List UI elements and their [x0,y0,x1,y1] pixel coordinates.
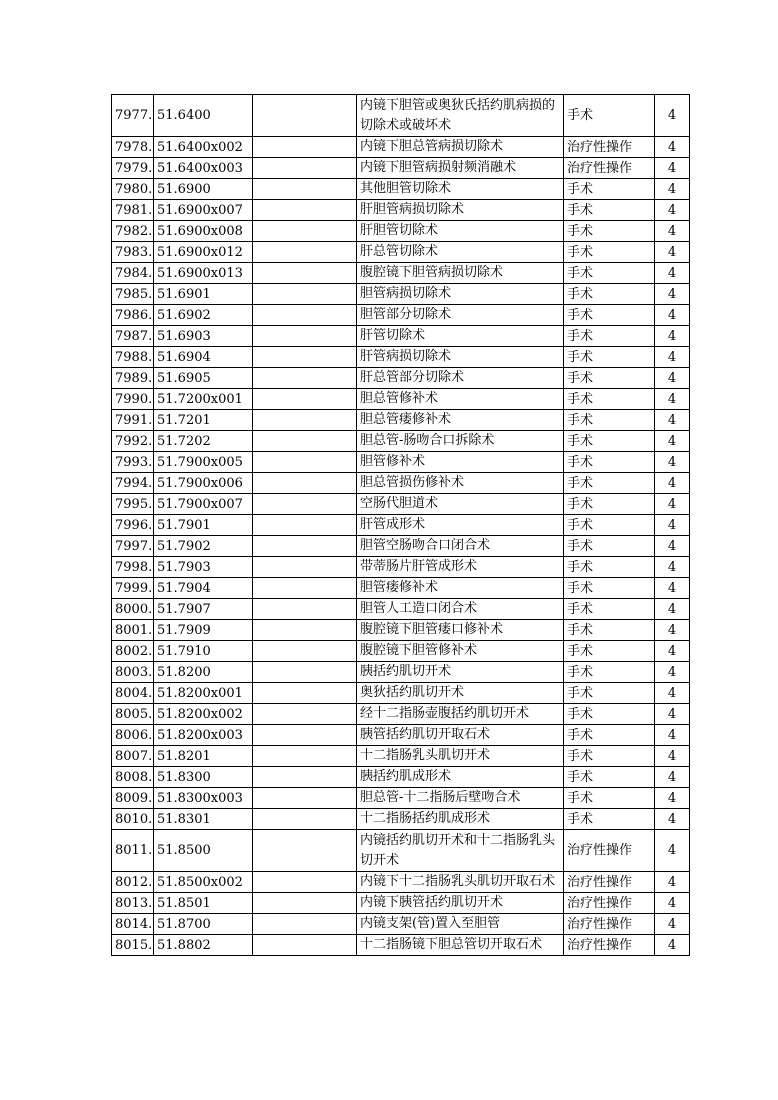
procedure-name: 经十二指肠壶腹括约肌切开术 [357,704,564,725]
row-number: 7990. [112,389,154,410]
procedure-code: 51.8500x002 [154,872,253,893]
procedure-code: 51.8200 [154,662,253,683]
procedure-type: 治疗性操作 [564,935,655,956]
procedure-type: 手术 [564,725,655,746]
procedure-code: 51.6400x003 [154,158,253,179]
table-row [112,410,690,431]
procedure-code: 51.8500 [154,830,253,872]
extra-code [253,347,357,368]
procedure-code: 51.8300 [154,767,253,788]
procedure-level: 4 [655,515,690,536]
procedure-type: 手术 [564,263,655,284]
procedure-code: 51.8201 [154,746,253,767]
procedure-level: 4 [655,578,690,599]
procedure-code: 51.7202 [154,431,253,452]
extra-code [253,200,357,221]
procedure-name: 十二指肠镜下胆总管切开取石术 [357,935,564,956]
procedure-level: 4 [655,872,690,893]
procedure-name: 胆总管瘘修补术 [357,410,564,431]
row-number: 7993. [112,452,154,473]
extra-code [253,746,357,767]
procedure-code: 51.6900x012 [154,242,253,263]
extra-code [253,158,357,179]
table-row [112,620,690,641]
table-row [112,893,690,914]
extra-code [253,557,357,578]
procedure-level: 4 [655,221,690,242]
table-row [112,641,690,662]
procedure-type: 手术 [564,221,655,242]
procedure-code: 51.7900x006 [154,473,253,494]
row-number: 8012. [112,872,154,893]
procedure-name: 十二指肠乳头肌切开术 [357,746,564,767]
procedure-name: 肝总管切除术 [357,242,564,263]
procedure-name: 十二指肠括约肌成形术 [357,809,564,830]
row-number: 7988. [112,347,154,368]
procedure-type: 手术 [564,179,655,200]
row-number: 8009. [112,788,154,809]
table-row [112,746,690,767]
procedure-type: 手术 [564,641,655,662]
row-number: 7987. [112,326,154,347]
row-number: 7982. [112,221,154,242]
procedure-level: 4 [655,95,690,137]
extra-code [253,284,357,305]
extra-code [253,914,357,935]
procedure-name: 内镜下胰管括约肌切开术 [357,893,564,914]
row-number: 7986. [112,305,154,326]
procedure-name: 内镜括约肌切开术和十二指肠乳头切开术 [357,830,564,872]
procedure-code: 51.6900x013 [154,263,253,284]
extra-code [253,683,357,704]
procedure-type: 治疗性操作 [564,158,655,179]
procedure-name: 带蒂肠片肝管成形术 [357,557,564,578]
procedure-code: 51.7200x001 [154,389,253,410]
row-number: 7984. [112,263,154,284]
procedure-level: 4 [655,431,690,452]
procedure-level: 4 [655,767,690,788]
procedure-code: 51.6900x008 [154,221,253,242]
procedure-name: 内镜支架(管)置入至胆管 [357,914,564,935]
procedure-type: 手术 [564,494,655,515]
table-row [112,578,690,599]
table-row [112,515,690,536]
table-row [112,347,690,368]
table-row [112,788,690,809]
procedure-name: 肝管切除术 [357,326,564,347]
procedure-code: 51.8501 [154,893,253,914]
table-row [112,95,690,137]
procedure-level: 4 [655,389,690,410]
row-number: 8013. [112,893,154,914]
extra-code [253,305,357,326]
table-row [112,431,690,452]
extra-code [253,599,357,620]
procedure-code: 51.7902 [154,536,253,557]
procedure-level: 4 [655,284,690,305]
procedure-type: 手术 [564,242,655,263]
procedure-name: 胆管病损切除术 [357,284,564,305]
procedure-name: 胆管瘘修补术 [357,578,564,599]
procedure-type: 手术 [564,389,655,410]
extra-code [253,620,357,641]
procedure-name: 胰管括约肌切开取石术 [357,725,564,746]
procedure-level: 4 [655,893,690,914]
table-row [112,263,690,284]
procedure-code: 51.7900x007 [154,494,253,515]
procedure-level: 4 [655,242,690,263]
procedure-type: 手术 [564,767,655,788]
table-row [112,305,690,326]
table-row [112,200,690,221]
row-number: 8010. [112,809,154,830]
procedure-level: 4 [655,662,690,683]
procedure-type: 手术 [564,452,655,473]
procedure-code: 51.8700 [154,914,253,935]
procedure-level: 4 [655,746,690,767]
procedure-level: 4 [655,641,690,662]
table-row [112,767,690,788]
procedure-name: 胆管部分切除术 [357,305,564,326]
procedure-code: 51.6900x007 [154,200,253,221]
table-row [112,683,690,704]
row-number: 8000. [112,599,154,620]
procedure-code: 51.8200x003 [154,725,253,746]
table-row [112,536,690,557]
row-number: 8008. [112,767,154,788]
procedure-type: 治疗性操作 [564,137,655,158]
extra-code [253,788,357,809]
procedure-level: 4 [655,347,690,368]
procedure-level: 4 [655,326,690,347]
procedure-type: 手术 [564,662,655,683]
extra-code [253,137,357,158]
extra-code [253,578,357,599]
procedure-level: 4 [655,830,690,872]
procedure-type: 手术 [564,788,655,809]
procedure-name: 肝管成形术 [357,515,564,536]
extra-code [253,326,357,347]
extra-code [253,830,357,872]
row-number: 7985. [112,284,154,305]
procedure-level: 4 [655,935,690,956]
row-number: 7998. [112,557,154,578]
row-number: 7995. [112,494,154,515]
procedure-code: 51.7909 [154,620,253,641]
procedure-level: 4 [655,536,690,557]
procedure-type: 手术 [564,326,655,347]
row-number: 8003. [112,662,154,683]
row-number: 7981. [112,200,154,221]
procedure-level: 4 [655,788,690,809]
procedure-type: 手术 [564,368,655,389]
table-row [112,137,690,158]
procedure-code: 51.7900x005 [154,452,253,473]
procedure-type: 手术 [564,557,655,578]
table-row [112,599,690,620]
procedure-type: 手术 [564,704,655,725]
procedure-level: 4 [655,599,690,620]
extra-code [253,809,357,830]
procedure-name: 胆总管-十二指肠后壁吻合术 [357,788,564,809]
procedure-level: 4 [655,473,690,494]
procedure-type: 手术 [564,578,655,599]
procedure-code: 51.6904 [154,347,253,368]
procedure-name: 腹腔镜下胆管瘘口修补术 [357,620,564,641]
procedure-type: 手术 [564,746,655,767]
procedure-name: 胆管修补术 [357,452,564,473]
procedure-level: 4 [655,305,690,326]
procedure-code: 51.6900 [154,179,253,200]
procedure-level: 4 [655,200,690,221]
table-row [112,284,690,305]
row-number: 7983. [112,242,154,263]
extra-code [253,767,357,788]
procedure-name: 胰括约肌成形术 [357,767,564,788]
procedure-name: 胆管人工造口闭合术 [357,599,564,620]
procedure-code: 51.6905 [154,368,253,389]
row-number: 8015. [112,935,154,956]
procedure-code: 51.6901 [154,284,253,305]
row-number: 8004. [112,683,154,704]
procedure-type: 手术 [564,620,655,641]
procedure-table-body [112,95,690,956]
procedure-name: 内镜下胆总管病损切除术 [357,137,564,158]
row-number: 8001. [112,620,154,641]
procedure-name: 空肠代胆道术 [357,494,564,515]
extra-code [253,494,357,515]
procedure-code: 51.7201 [154,410,253,431]
procedure-level: 4 [655,452,690,473]
table-row [112,452,690,473]
row-number: 7997. [112,536,154,557]
procedure-level: 4 [655,137,690,158]
procedure-level: 4 [655,410,690,431]
procedure-code: 51.7907 [154,599,253,620]
extra-code [253,515,357,536]
procedure-type: 手术 [564,536,655,557]
procedure-level: 4 [655,620,690,641]
extra-code [253,473,357,494]
procedure-name: 胆总管修补术 [357,389,564,410]
extra-code [253,452,357,473]
table-row [112,809,690,830]
row-number: 8002. [112,641,154,662]
table-row [112,914,690,935]
table-row [112,158,690,179]
extra-code [253,704,357,725]
table-row [112,872,690,893]
procedure-level: 4 [655,704,690,725]
procedure-type: 治疗性操作 [564,893,655,914]
procedure-type: 手术 [564,683,655,704]
table-row [112,326,690,347]
table-row [112,935,690,956]
procedure-name: 胆总管损伤修补术 [357,473,564,494]
table-row [112,179,690,200]
table-row [112,704,690,725]
table-row [112,494,690,515]
table-row [112,473,690,494]
row-number: 7996. [112,515,154,536]
extra-code [253,179,357,200]
extra-code [253,221,357,242]
procedure-type: 手术 [564,431,655,452]
table-row [112,221,690,242]
row-number: 7977. [112,95,154,137]
procedure-code: 51.7910 [154,641,253,662]
procedure-level: 4 [655,557,690,578]
procedure-code: 51.7903 [154,557,253,578]
row-number: 8006. [112,725,154,746]
procedure-code: 51.8200x002 [154,704,253,725]
procedure-type: 手术 [564,473,655,494]
row-number: 8011. [112,830,154,872]
procedure-name: 胰括约肌切开术 [357,662,564,683]
row-number: 7979. [112,158,154,179]
table-row [112,368,690,389]
procedure-name: 肝管病损切除术 [357,347,564,368]
procedure-type: 手术 [564,200,655,221]
procedure-name: 胆总管-肠吻合口拆除术 [357,431,564,452]
extra-code [253,410,357,431]
procedure-code: 51.7901 [154,515,253,536]
row-number: 7980. [112,179,154,200]
row-number: 7994. [112,473,154,494]
extra-code [253,389,357,410]
procedure-code: 51.7904 [154,578,253,599]
extra-code [253,536,357,557]
extra-code [253,872,357,893]
procedure-type: 手术 [564,305,655,326]
procedure-name: 肝胆管病损切除术 [357,200,564,221]
procedure-code: 51.8300x003 [154,788,253,809]
procedure-code: 51.8802 [154,935,253,956]
procedure-type: 治疗性操作 [564,872,655,893]
procedure-name: 胆管空肠吻合口闭合术 [357,536,564,557]
procedure-type: 手术 [564,95,655,137]
table-row [112,662,690,683]
extra-code [253,368,357,389]
table-row [112,557,690,578]
procedure-level: 4 [655,263,690,284]
procedure-level: 4 [655,725,690,746]
extra-code [253,935,357,956]
procedure-code: 51.6400x002 [154,137,253,158]
extra-code [253,725,357,746]
table-row [112,725,690,746]
row-number: 7989. [112,368,154,389]
extra-code [253,95,357,137]
procedure-name: 奥狄括约肌切开术 [357,683,564,704]
row-number: 8014. [112,914,154,935]
extra-code [253,263,357,284]
row-number: 8005. [112,704,154,725]
extra-code [253,893,357,914]
procedure-code: 51.6903 [154,326,253,347]
procedure-code: 51.6400 [154,95,253,137]
procedure-code: 51.8301 [154,809,253,830]
procedure-type: 手术 [564,284,655,305]
row-number: 8007. [112,746,154,767]
row-number: 7991. [112,410,154,431]
procedure-level: 4 [655,179,690,200]
procedure-level: 4 [655,158,690,179]
procedure-code: 51.8200x001 [154,683,253,704]
procedure-name: 内镜下十二指肠乳头肌切开取石术 [357,872,564,893]
extra-code [253,242,357,263]
row-number: 7992. [112,431,154,452]
procedure-type: 手术 [564,347,655,368]
procedure-type: 治疗性操作 [564,830,655,872]
procedure-name: 腹腔镜下胆管修补术 [357,641,564,662]
procedure-name: 腹腔镜下胆管病损切除术 [357,263,564,284]
procedure-type: 手术 [564,809,655,830]
procedure-level: 4 [655,809,690,830]
row-number: 7999. [112,578,154,599]
table-row [112,830,690,872]
procedure-level: 4 [655,914,690,935]
procedure-name: 肝胆管切除术 [357,221,564,242]
table-row [112,242,690,263]
procedure-type: 手术 [564,515,655,536]
extra-code [253,641,357,662]
procedure-level: 4 [655,494,690,515]
row-number: 7978. [112,137,154,158]
procedure-type: 治疗性操作 [564,914,655,935]
procedure-name: 内镜下胆管病损射频消融术 [357,158,564,179]
procedure-name: 其他胆管切除术 [357,179,564,200]
procedure-name: 肝总管部分切除术 [357,368,564,389]
procedure-table [111,94,690,956]
extra-code [253,662,357,683]
procedure-type: 手术 [564,599,655,620]
procedure-code: 51.6902 [154,305,253,326]
procedure-level: 4 [655,683,690,704]
extra-code [253,431,357,452]
table-row [112,389,690,410]
procedure-level: 4 [655,368,690,389]
procedure-name: 内镜下胆管或奥狄氏括约肌病损的切除术或破坏术 [357,95,564,137]
procedure-type: 手术 [564,410,655,431]
